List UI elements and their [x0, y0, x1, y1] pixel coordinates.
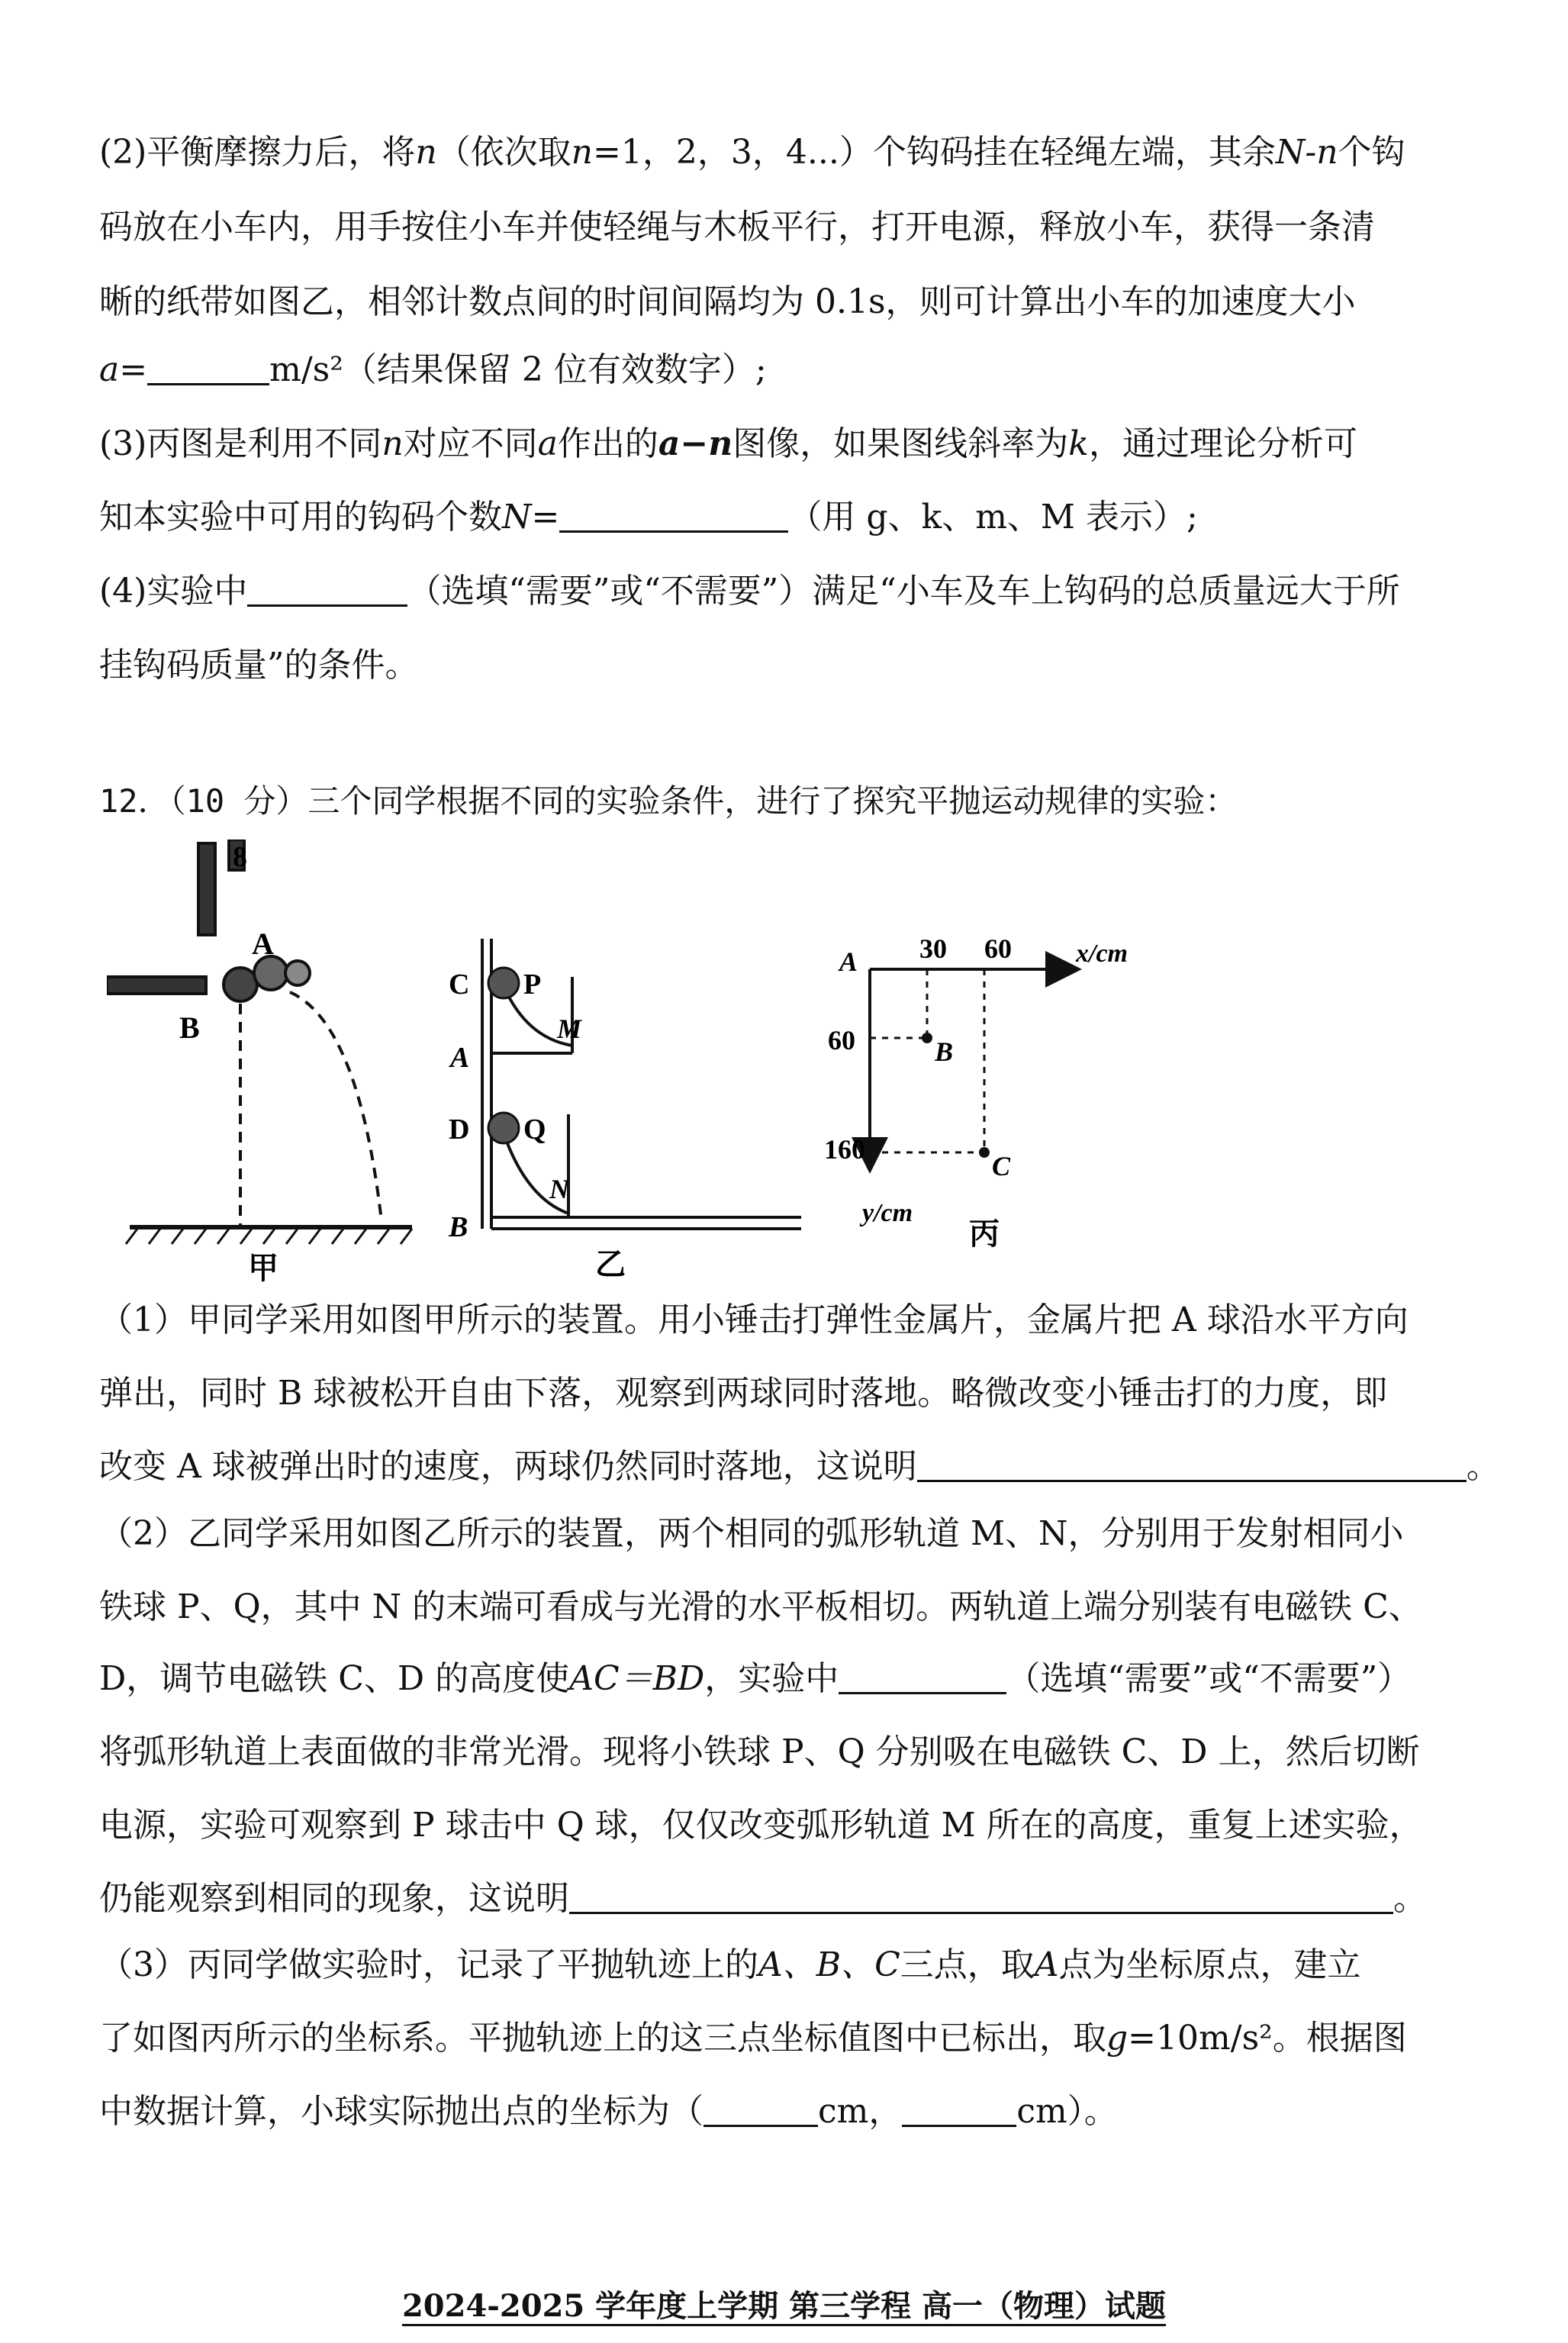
- q12-p2-line-3: [99, 1656, 1411, 1702]
- q11-line-5: [99, 421, 1357, 467]
- text: 对应不同: [403, 424, 538, 463]
- label-b-yi: B: [449, 1211, 468, 1243]
- answer-blank-acceleration[interactable]: [147, 353, 269, 385]
- var-abc: A、B、C: [758, 1945, 900, 1984]
- var-a-n: a−n: [658, 424, 733, 463]
- q12-p2-line-4: 将弧形轨道上表面做的非常光滑。现将小铁球 P、Q 分别吸在电磁铁 C、D 上，然后切断: [99, 1732, 1420, 1771]
- text: (2)平衡摩擦力后，将: [99, 133, 416, 172]
- projectile-path-a: [290, 992, 382, 1221]
- var-a: A: [1034, 1945, 1059, 1984]
- text: 中数据计算，小球实际抛出点的坐标为（: [99, 2092, 704, 2131]
- point-B: [922, 1033, 932, 1043]
- answer-blank-p2[interactable]: [569, 1881, 1393, 1914]
- point-label-C: C: [992, 1151, 1011, 1181]
- text: 作出的: [557, 424, 658, 463]
- figure-yi: [435, 931, 816, 1282]
- q12-p2-line-5: 电源，实验可观察到 P 球击中 Q 球，仅仅改变弧形轨道 M 所在的高度，重复上述实验，: [99, 1806, 1423, 1845]
- label-top: 8: [233, 841, 247, 873]
- q12-p1-line-3: [99, 1444, 1500, 1490]
- q12-p3-line-2: [99, 2016, 1407, 2061]
- q11-line-4: [99, 347, 767, 393]
- point-label-B: B: [935, 1036, 954, 1067]
- label-n: N: [549, 1174, 569, 1204]
- text: （依次取: [436, 133, 571, 172]
- q12-p3-line-3: [99, 2089, 1118, 2135]
- text: m/s²（结果保留 2 位有效数字）;: [269, 350, 767, 389]
- figure-jia: [107, 840, 427, 1282]
- answer-blank-need[interactable]: [247, 574, 407, 607]
- text: 点为坐标原点，建立: [1058, 1945, 1361, 1984]
- spring-plate: [285, 961, 310, 985]
- q12-p2-line-2: 铁球 P、Q，其中 N 的末端可看成与光滑的水平板相切。两轨道上端分别装有电磁铁 C、: [99, 1587, 1422, 1626]
- base-bar: [107, 977, 206, 994]
- y-tick-160: 160: [824, 1134, 865, 1165]
- text: （选填“需要”或“不需要”）: [1006, 1659, 1412, 1698]
- q12-p2-line-1: （2）乙同学采用如图乙所示的装置，两个相同的弧形轨道 M、N，分别用于发射相同小: [99, 1514, 1404, 1553]
- q11-line-6: [99, 495, 1198, 540]
- label-b: B: [179, 1010, 200, 1045]
- text: 三点，取: [900, 1945, 1035, 1984]
- text: 知本实验中可用的钩码个数: [99, 498, 502, 537]
- x-tick-30: 30: [919, 933, 947, 964]
- caption-bing: 丙: [969, 1217, 1000, 1251]
- var-N-n: N-n: [1275, 133, 1338, 172]
- text: ，通过理论分析可: [1088, 424, 1357, 463]
- text: (3)丙图是利用不同: [99, 424, 382, 463]
- data-points: [922, 1033, 1011, 1181]
- q12-p1-line-1: （1）甲同学采用如图甲所示的装置。用小锤击打弹性金属片，金属片把 A 球沿水平方向: [99, 1300, 1409, 1339]
- var-ac-bd: AC＝BD: [569, 1659, 705, 1698]
- text: 改变 A 球被弹出时的速度，两球仍然同时落地，这说明: [99, 1447, 917, 1486]
- text: cm）。: [1016, 2092, 1118, 2131]
- caption-jia: 甲: [248, 1251, 279, 1282]
- ball-b: [224, 968, 257, 1001]
- text: 。: [1466, 1447, 1500, 1486]
- q11-line-1: [99, 130, 1405, 176]
- text: （选填“需要”或“不需要”）满足“小车及车上钩码的总质量远大于所: [407, 572, 1400, 611]
- var-a: a: [99, 350, 120, 389]
- var-n: n: [415, 133, 437, 172]
- text: (4)实验中: [99, 572, 248, 611]
- x-axis-label: x/cm: [1076, 939, 1128, 968]
- text: ，实验中: [704, 1659, 839, 1698]
- label-q: Q: [523, 1113, 546, 1146]
- text: =10m/s²。根据图: [1128, 2019, 1407, 2058]
- footer-text: 2024-2025 学年度上学期 第三学程 高一（物理）试题: [402, 2288, 1166, 2326]
- label-c: C: [449, 968, 470, 1001]
- answer-blank-smooth[interactable]: [839, 1661, 1006, 1694]
- text: 了如图丙所示的坐标系。平抛轨迹上的这三点坐标值图中已标出，取: [99, 2019, 1106, 2058]
- ball-q: [488, 1113, 519, 1143]
- point-C: [979, 1147, 990, 1158]
- text: 图像，如果图线斜率为: [732, 424, 1069, 463]
- figure-bing: [824, 916, 1221, 1252]
- var-n: n: [571, 133, 594, 172]
- label-p: P: [523, 968, 542, 1001]
- q11-line-7: [99, 569, 1400, 614]
- text: 。: [1393, 1879, 1427, 1918]
- caption-yi: 乙: [595, 1247, 626, 1281]
- var-n: n: [382, 424, 404, 463]
- label-a: A: [252, 927, 274, 961]
- var-N: N: [502, 498, 532, 537]
- text: 仍能观察到相同的现象，这说明: [99, 1879, 569, 1918]
- y-tick-60: 60: [828, 1025, 855, 1055]
- hammer-stand: [198, 843, 215, 935]
- q12-p1-line-2: 弹出，同时 B 球被松开自由下落，观察到两球同时落地。略微改变小锤击打的力度，即: [99, 1374, 1388, 1413]
- text: （用 g、k、m、M 表示）;: [788, 498, 1198, 537]
- label-a-yi: A: [450, 1042, 470, 1074]
- answer-blank-N[interactable]: [559, 500, 788, 533]
- y-axis-label: y/cm: [862, 1199, 913, 1227]
- q12-p3-line-1: [99, 1942, 1361, 1988]
- origin-label: A: [839, 946, 858, 977]
- var-g: g: [1106, 2019, 1129, 2058]
- text: cm，: [818, 2092, 903, 2131]
- label-m: M: [557, 1014, 582, 1044]
- ball-a: [254, 956, 288, 990]
- q12-p2-line-6: [99, 1876, 1427, 1922]
- answer-blank-y[interactable]: [902, 2094, 1016, 2127]
- q11-line-2: 码放在小车内，用手按住小车并使轻绳与木板平行，打开电源，释放小车，获得一条清: [99, 208, 1375, 247]
- guide-lines: [870, 969, 984, 1152]
- text: =: [119, 350, 148, 389]
- x-tick-60: 60: [984, 933, 1012, 964]
- var-a: a: [537, 424, 558, 463]
- label-d: D: [449, 1113, 470, 1146]
- answer-blank-p1[interactable]: [917, 1449, 1467, 1482]
- text: （3）丙同学做实验时，记录了平抛轨迹上的: [99, 1945, 758, 1984]
- answer-blank-x[interactable]: [704, 2094, 818, 2127]
- var-k: k: [1068, 424, 1089, 463]
- text: D，调节电磁铁 C、D 的高度使: [99, 1659, 570, 1698]
- q11-line-8: 挂钩码质量”的条件。: [99, 646, 419, 685]
- ball-p: [488, 968, 519, 998]
- q12-title: 12．（10 分）三个同学根据不同的实验条件，进行了探究平抛运动规律的实验：: [99, 782, 1238, 820]
- q11-line-3: 晰的纸带如图乙，相邻计数点间的时间间隔均为 0.1s，则可计算出小车的加速度大小: [99, 282, 1356, 321]
- page-footer: [0, 2287, 1568, 2326]
- text: =: [531, 498, 560, 537]
- text: =1，2，3，4...）个钩码挂在轻绳左端，其余: [593, 133, 1276, 172]
- text: 个钩: [1338, 133, 1405, 172]
